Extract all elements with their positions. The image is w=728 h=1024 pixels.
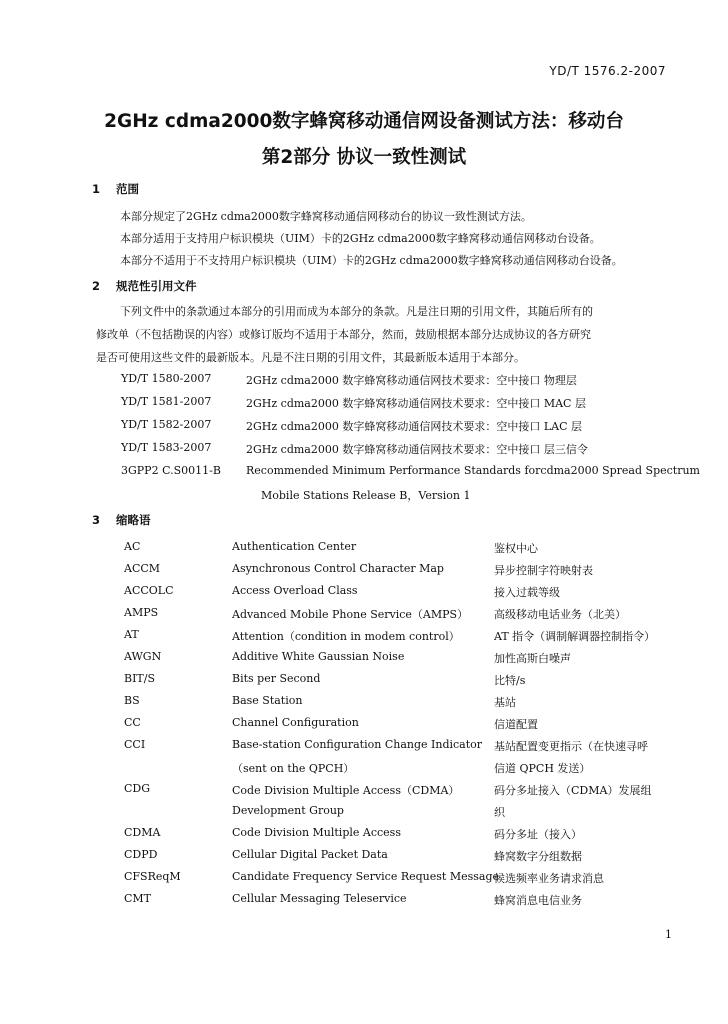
abbreviation-chinese: 蜂窝消息电信业务 [494,894,582,907]
abbreviation: CC [124,716,141,729]
abbreviation: CFSReqM [124,870,181,883]
abbreviation-english: Attention（condition in modem control） [232,630,460,643]
abbreviation-english: Advanced Mobile Phone Service（AMPS） [232,608,469,621]
abbreviation-english: Bits per Second [232,672,321,685]
abbreviation-english: Access Overload Class [232,584,358,597]
abbreviation-english: Cellular Digital Packet Data [232,848,388,861]
abbreviation-english: Code Division Multiple Access（CDMA） [232,784,460,797]
document-title-line2: 第2部分 协议一致性测试 [261,147,467,168]
abbreviation: AC [124,540,141,553]
reference-title: 2GHz cdma2000 数字蜂窝移动通信网技术要求：空中接口 MAC 层 [246,397,586,410]
reference-code: YD/T 1581-2007 [121,395,212,408]
document-title-line1: 2GHz cdma2000数字蜂窝移动通信网设备测试方法：移动台 [104,111,624,132]
abbreviation: AWGN [124,650,162,663]
page-number: 1 [665,928,672,941]
abbreviation-chinese: 信道 QPCH 发送） [494,762,591,775]
abbreviation: AT [124,628,139,641]
abbreviation-chinese: 高级移动电话业务（北美） [494,608,626,621]
section-3-heading [92,512,151,528]
abbreviation-chinese: 基站配置变更指示（在快速寻呼 [494,740,648,753]
reference-code: YD/T 1580-2007 [121,372,212,385]
section-1-paragraph: 本部分适用于支持用户标识模块（UIM）卡的2GHz cdma2000数字蜂窝移动通信网移动台设备。 [120,232,601,245]
section-2-title: 规范性引用文件 [116,279,197,293]
abbreviation-chinese: AT 指令（调制解调器控制指令） [494,630,656,643]
section-2-intro-line: 是否可使用这些文件的最新版本。凡是不注日期的引用文件，其最新版本适用于本部分。 [96,351,525,364]
section-3-title: 缩略语 [116,513,151,527]
abbreviation-english: Candidate Frequency Service Request Message [232,870,500,883]
abbreviation-english: Cellular Messaging Teleservice [232,892,407,905]
abbreviation-chinese: 加性高斯白噪声 [494,652,571,665]
reference-code: 3GPP2 C.S0011-B [121,464,221,477]
reference-title-continuation: Mobile Stations Release B，Version 1 [261,489,471,502]
abbreviation-english: Channel Configuration [232,716,359,729]
abbreviation: CDG [124,782,151,795]
section-2-intro-line: 下列文件中的条款通过本部分的引用而成为本部分的条款。凡是注日期的引用文件，其随后所有的 [120,305,593,318]
abbreviation: CDMA [124,826,161,839]
abbreviation-chinese: 异步控制字符映射表 [494,564,593,577]
standard-code: YD/T 1576.2-2007 [549,64,666,78]
abbreviation: ACCOLC [124,584,174,597]
section-2-number: 2 [92,279,101,293]
reference-code: YD/T 1582-2007 [121,418,212,431]
section-1-heading [92,181,139,197]
abbreviation-english: Base-station Configuration Change Indicator [232,738,483,751]
abbreviation: CMT [124,892,152,905]
abbreviation-english: Authentication Center [232,540,357,553]
abbreviation: CCI [124,738,146,751]
section-1-title: 范围 [116,182,139,196]
abbreviation-chinese: 基站 [494,696,516,709]
abbreviation-chinese: 蜂窝数字分组数据 [494,850,582,863]
abbreviation-chinese: 比特/s [494,674,526,687]
reference-code: YD/T 1583-2007 [121,441,212,454]
abbreviation-chinese: 码分多址接入（CDMA）发展组 [494,784,652,797]
abbreviation-chinese: 信道配置 [494,718,538,731]
section-1-paragraph: 本部分规定了2GHz cdma2000数字蜂窝移动通信网移动台的协议一致性测试方法。 [120,210,532,223]
abbreviation-english: Base Station [232,694,303,707]
abbreviation-english: Code Division Multiple Access [232,826,401,839]
reference-title: 2GHz cdma2000 数字蜂窝移动通信网技术要求：空中接口 物理层 [246,374,577,387]
abbreviation-chinese: 织 [494,806,505,819]
abbreviation: BIT/S [124,672,156,685]
reference-title: Recommended Minimum Performance Standards forcdma2000 Spread Spectrum [246,464,700,477]
abbreviation-chinese: 接入过载等级 [494,586,560,599]
section-3-number: 3 [92,513,101,527]
reference-title: 2GHz cdma2000 数字蜂窝移动通信网技术要求：空中接口 层三信令 [246,443,588,456]
abbreviation-chinese: 鉴权中心 [494,542,538,555]
abbreviation-english: （sent on the QPCH） [232,762,355,775]
reference-title: 2GHz cdma2000 数字蜂窝移动通信网技术要求：空中接口 LAC 层 [246,420,583,433]
section-2-intro-line: 修改单（不包括勘误的内容）或修订版均不适用于本部分，然而，鼓励根据本部分达成协议的各方研究 [96,328,591,341]
abbreviation: AMPS [124,606,159,619]
abbreviation-english: Development Group [232,804,344,817]
abbreviation-english: Additive White Gaussian Noise [232,650,405,663]
abbreviation-chinese: 码分多址（接入） [494,828,582,841]
abbreviation-english: Asynchronous Control Character Map [232,562,444,575]
section-1-number: 1 [92,182,101,196]
abbreviation: BS [124,694,140,707]
section-2-heading [92,278,197,294]
abbreviation: ACCM [124,562,161,575]
abbreviation-chinese: 候选频率业务请求消息 [494,872,604,885]
abbreviation: CDPD [124,848,158,861]
section-1-paragraph: 本部分不适用于不支持用户标识模块（UIM）卡的2GHz cdma2000数字蜂窝移动通信网移动台设备。 [120,254,623,267]
